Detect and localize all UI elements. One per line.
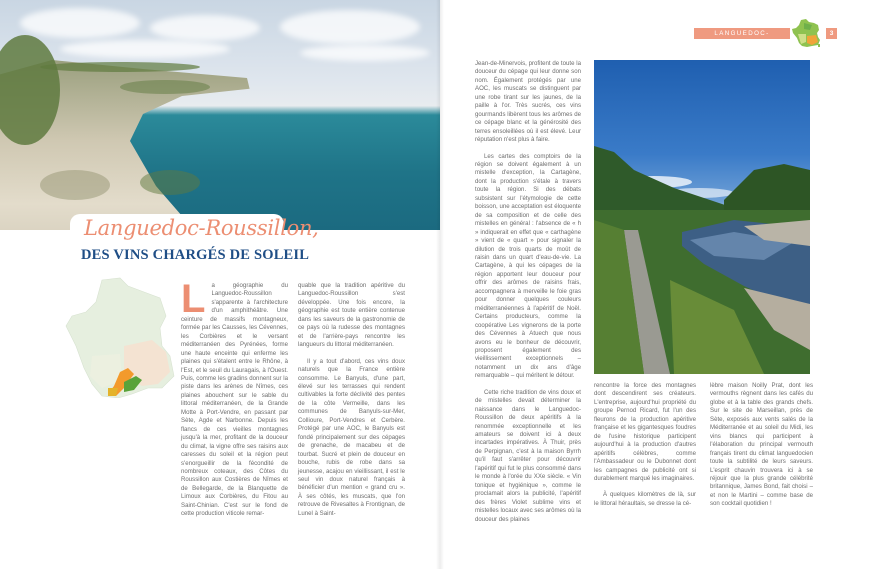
paragraph: quable que la tradition apéritive du Languedoc-Roussillon s'est développée. Une fois encore, la géographie est toute entière contenue dans les saveurs de la gastronomie de ce pays où la rudesse des montagnes et de l'arrière-pays rencontre les langueurs du littoral méditerranéen. [298,282,405,349]
page-gutter [436,0,444,569]
paragraph: lèbre maison Noilly Prat, dont les vermouths règnent dans les cafés du globe et à la table des grands chefs. Sur le site de Marseillan, près de Sète, exposés aux vents salés de la Méditerranée et au soleil du Midi, les vins blancs qui participent à l'élaboration du principal vermouth français tirent du climat languedocien toute la subtilité de leurs saveurs. L'esprit chauvin trouvera ici à se réjouir que la plus grande célébrité britannique, James Bond, fait choisi – et non le Martini – comme base de son cocktail quotidien ! [710,382,813,508]
paragraph: rencontre la force des montagnes dont descendirent ses créateurs. L'entreprise, aujourd'hui propriété du groupe Pernod Ricard, fut l'un des fleurons de la production apéritive française et les gigantesques foudres de l'usine historique participent aujourd'hui à la production d'autres apéritifs célèbres, comme l'Ambassadeur ou le Dubonnet dont les campagnes de publicité ont si durablement marqué les imaginaires. [594,382,696,482]
coastal-cliffs-photo [0,0,440,230]
article-column-1 [181,277,288,519]
paragraph: Jean-de-Minervois, profitent de toute la douceur du cépage qui leur donne son nom. Également protégés par une AOC, les muscats se distinguent par une robe tirant sur les jaunes, de la paille à l'or. Très sucrés, ces vins gourmands libèrent tous les arômes de ce cépage blanc et la générosité des terres ensoleillées où il est élevé. Leur réputation n'est plus à faire. [475,60,581,144]
article-column-4 [594,382,696,508]
france-map-icon [790,18,822,48]
page-number: 3 [826,28,837,39]
article-column-2 [298,282,405,518]
paragraph: Cette riche tradition de vins doux et de mistelles devait déterminer la naissance dans le Languedoc-Roussillon de deux apéritifs à la renommée exceptionnelle et les amateurs se doivent ici à deux incartades impératives. À Thuir, près de Perpignan, c'est à la maison Byrrh qu'il faut s'arrêter pour découvrir l'apéritif qui fut le plus consommé dans le monde à l'orée du XXe siècle. « Vin tonique et hygiénique », comme le proclamait alors la publicité, l'apéritif des frères Violet sublime vins et mistelles locaux avec ses arômes où la douceur des plaines [475,388,581,523]
article-column-3 [475,60,581,524]
paragraph: Les cartes des comptoirs de la région se doivent également à un mistelle d'exception, la Cartagène, dont la production s'étale à travers toute la région. Si des débats subsistent sur l'étymologie de cette boisson, une acceptation est éloquente de sa composition et de celle des mistelles en général : l'absence de « h » indiquerait en effet que « carthagène » vient de « quart » pour signaler la dilution de trois quarts de moût de raisin dans un quart d'eau-de-vie. La Cartagène, à qui les cépages de la région apportent leur douceur pour offrir des arômes de raisins frais, accompagnera à merveille le foie gras pour donner quelques couleurs méditerranéennes à l'apéritif de Noël. Certains producteurs, comme la coopérative Les vignerons de la porte des Cévennes à Atuech que nous avons eu le bonheur de découvrir, proposent également des vieillissement exceptionnels – notamment un dix ans d'âge remarquable – qui méritent le détour. [475,152,581,380]
paragraph: a géographie du Languedoc-Roussillon s'apparente à l'architecture d'un amphithéâtre. Une ceinture de massifs montagneux, formée par les Causses, les Cévennes, les Corbières et le versant méditerranéen des Pyrénées, forme une haute enceinte qui enferme les plaines qui s'étalent entre le Rhône, à l'Est, et le seuil du Lauragais, à l'Ouest. Puis, comme les gradins donnent sur la piste dans les arènes de Nîmes, ces plaines abouchent sur le sable du littoral méditerranéen, de la Grande Motte à Port-Vendre, en passant par Sète, Agde et Narbonne. Depuis les flancs de ces vieilles montagnes jusqu'à la mer, profitant de la douceur du climat, la vigne offre ses raisins aux caresses du soleil et la région peut s'enorgueillir de la fécondité de nombreux coteaux, des Côtes du Roussillon aux Costières de Nîmes et de Bellegarde, de la Blanquette de Limoux aux Corbières, du Fitou au Saint-Chinian. C'est sur le fond de cette production viticole remar- [181,282,288,518]
paragraph: À quelques kilomètres de là, sur le littoral héraultais, se dresse la cé- [594,491,696,507]
article-subtitle: DES VINS CHARGÉS DE SOLEIL [81,247,310,263]
section-label: LANGUEDOC-ROUSSILLON [694,28,790,39]
river-valley-photo [594,60,810,374]
paragraph: Il y a tout d'abord, ces vins doux naturels que la France entière consomme. Le Banyuls, d'une part, élevé sur les terrasses qui rendent cultivables la forte déclivité des pentes de la côte Vermeille, dans les communes de Banyuls-sur-Mer, Collioure, Port-Vendres et Cerbère. Protégé par une AOC, le Banyuls est fondé principalement sur des cépages de grenache, de macabeu et de tourbat. Sucré et plein de douceur en bouche, rubis de robe dans sa jeunesse, acajou en vieillissant, il est le seul vin doux naturel français à bénéficier d'un mention « grand cru ». À ses côtés, les muscats, que l'on retrouve de Rivesaltes à Frontignan, de Lunel à Saint- [298,357,405,517]
article-column-5 [710,382,813,509]
drop-cap: L [181,277,206,321]
france-region-map [62,276,178,398]
article-title: Languedoc-Roussillon, [84,216,319,240]
